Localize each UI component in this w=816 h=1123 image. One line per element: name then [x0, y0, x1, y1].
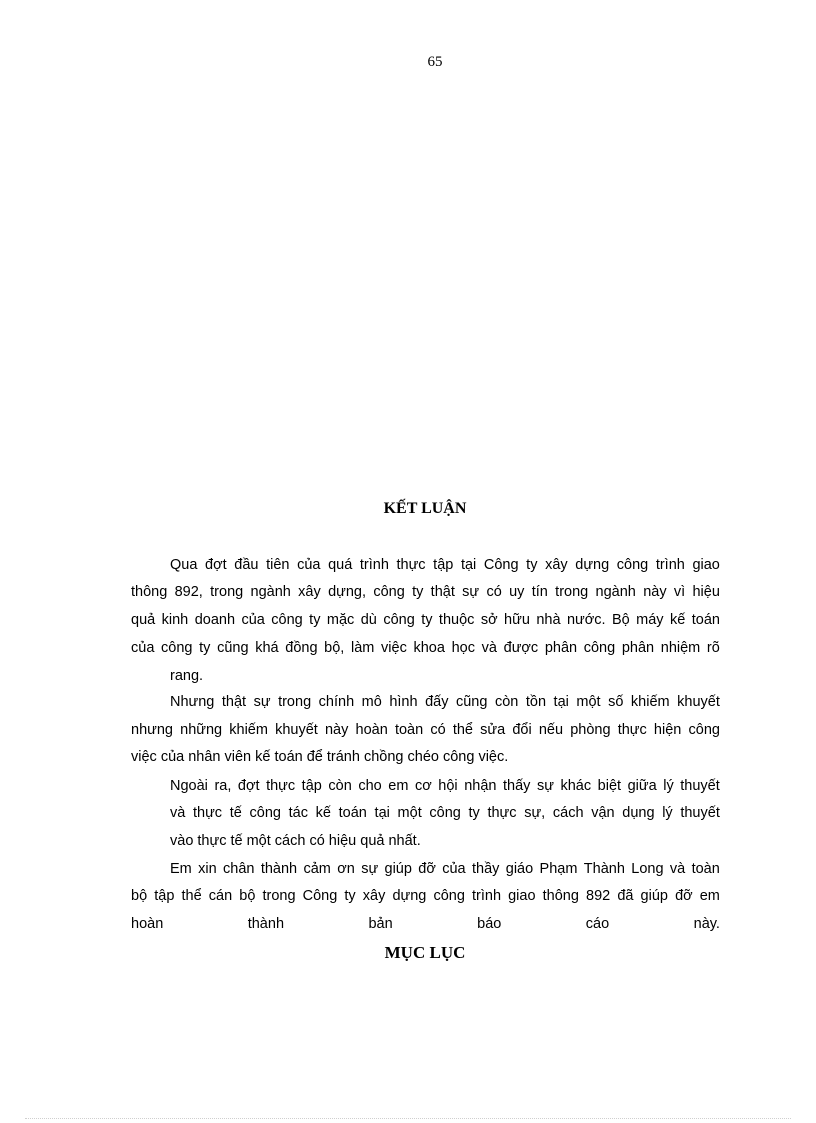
body-word: này	[643, 584, 667, 600]
last-line-word: báo	[477, 916, 502, 932]
body-word: thuyết	[680, 805, 720, 821]
body-word: thật	[430, 584, 455, 600]
body-word: trình	[359, 557, 389, 573]
body-word: lý	[662, 805, 673, 821]
body-word: nhận	[464, 778, 497, 794]
body-word: công	[433, 888, 465, 904]
body-word: hiện	[653, 722, 682, 738]
body-word: sửa	[480, 722, 506, 738]
body-word: ngành	[250, 584, 291, 600]
body-word: thực	[617, 722, 647, 738]
body-word: đợt	[205, 557, 227, 573]
body-word: xây	[298, 584, 321, 600]
body-word: của	[131, 640, 155, 656]
body-word: đấy	[425, 694, 449, 710]
body-word: tại	[553, 694, 569, 710]
body-word: sở	[480, 612, 498, 628]
body-word: chân	[223, 861, 255, 877]
body-word: công	[429, 805, 461, 821]
body-line-9	[170, 772, 720, 800]
body-word: và	[669, 861, 686, 877]
body-word: công	[383, 612, 415, 628]
body-word: em	[388, 778, 409, 794]
body-word: thực	[193, 805, 223, 821]
body-word: xin	[198, 861, 217, 877]
body-line-14	[131, 910, 720, 938]
body-word: những	[180, 722, 223, 738]
body-word: học	[451, 640, 475, 656]
body-word: có	[486, 584, 502, 600]
page-number: 65	[427, 54, 443, 70]
body-word: đỡ	[675, 888, 693, 904]
body-word: nhà	[536, 612, 561, 628]
toc-title: MỤC LỤC	[384, 943, 466, 962]
body-word: thấy	[503, 778, 531, 794]
body-word: tế	[229, 805, 242, 821]
body-word: kế	[670, 612, 686, 628]
body-word: khiếm	[229, 722, 268, 738]
body-word: tại	[374, 805, 390, 821]
body-word: công	[249, 805, 281, 821]
body-word: Ngoài	[170, 778, 208, 794]
body-word: cán	[208, 888, 233, 904]
body-line-13	[131, 882, 720, 910]
body-word: Bộ	[611, 612, 630, 628]
body-word: khiếm	[630, 694, 670, 710]
body-word: ty	[344, 888, 356, 904]
body-line-10	[170, 799, 720, 827]
body-word: dù	[360, 612, 377, 628]
body-word: làm	[351, 640, 375, 656]
body-word: thuộc	[438, 612, 475, 628]
body-word: của	[297, 557, 321, 573]
body-word: hoàn	[355, 722, 388, 738]
body-word: chính	[318, 694, 355, 710]
body-word: thực	[487, 805, 517, 821]
body-word: ơn	[337, 861, 355, 877]
body-word: công	[373, 584, 405, 600]
body-word: sự	[462, 584, 480, 600]
body-word: trình	[472, 888, 502, 904]
body-word: một	[576, 694, 601, 710]
body-word: trong	[278, 694, 312, 710]
body-word: tập	[301, 778, 322, 794]
body-word: thành	[260, 861, 298, 877]
body-word: hiệu	[692, 584, 720, 600]
body-word: của	[241, 612, 265, 628]
footer-divider	[25, 1118, 791, 1119]
body-word: Công	[483, 557, 519, 573]
body-word: cách	[552, 805, 584, 821]
last-line-word: bản	[368, 916, 393, 932]
body-word: cảm	[303, 861, 331, 877]
body-word: đợt	[237, 778, 260, 794]
body-line-11: vào thực tế một cách có hiệu quả nhất.	[170, 833, 421, 849]
body-word: Công	[302, 888, 338, 904]
body-word: thực	[266, 778, 296, 794]
body-word: em	[699, 888, 720, 904]
body-word: 892,	[174, 584, 203, 600]
body-word: dựng,	[328, 584, 366, 600]
body-word: sự	[536, 778, 554, 794]
body-word: được	[503, 640, 539, 656]
body-word: quả	[131, 612, 156, 628]
body-word: đỡ	[418, 861, 436, 877]
body-word: tồn	[525, 694, 547, 710]
body-word: xây	[362, 888, 386, 904]
body-word: dựng	[392, 888, 427, 904]
body-word: rõ	[706, 640, 720, 656]
body-word: thật	[221, 694, 247, 710]
body-word: thuyết	[680, 778, 720, 794]
last-line-word: cáo	[585, 916, 610, 932]
body-word: trong	[210, 584, 244, 600]
body-word: phòng	[570, 722, 611, 738]
body-word: phân	[544, 640, 578, 656]
body-word: giao	[508, 888, 536, 904]
body-word: Phạm	[539, 861, 578, 877]
body-word: bộ	[131, 888, 148, 904]
body-word: tập	[433, 557, 454, 573]
body-word: thông	[131, 584, 168, 600]
last-line-word: này.	[693, 916, 720, 932]
body-word: một	[397, 805, 422, 821]
body-word: thực	[396, 557, 426, 573]
body-word: lý	[663, 778, 674, 794]
last-line-word: thành	[247, 916, 285, 932]
body-word: máy	[636, 612, 664, 628]
body-word: ngành	[595, 584, 636, 600]
body-word: việc	[381, 640, 407, 656]
body-word: bộ,	[324, 640, 345, 656]
body-word: ty	[199, 640, 211, 656]
body-word: nếu	[538, 722, 564, 738]
body-word: ty	[309, 612, 321, 628]
body-word: toàn	[691, 861, 720, 877]
body-word: công	[688, 722, 720, 738]
body-word: mô	[361, 694, 382, 710]
body-word: khác	[560, 778, 592, 794]
body-word: này	[324, 722, 349, 738]
body-word: Thành	[583, 861, 625, 877]
body-line-3	[131, 606, 720, 634]
body-word: quá	[328, 557, 353, 573]
body-word: khuyết	[677, 694, 720, 710]
body-line-5: rang.	[170, 668, 204, 684]
body-word: cũng	[217, 640, 249, 656]
body-word: có	[430, 722, 446, 738]
body-word: giao	[692, 557, 720, 573]
body-word: nhiệm	[660, 640, 701, 656]
body-word: tiên	[266, 557, 290, 573]
body-word: của	[442, 861, 466, 877]
body-line-7	[131, 716, 720, 744]
body-word: ty	[412, 584, 424, 600]
body-word: đổi	[512, 722, 532, 738]
body-line-12	[170, 855, 720, 883]
body-word: trong	[555, 584, 589, 600]
body-word: dụng	[622, 805, 655, 821]
body-word: đồng	[285, 640, 318, 656]
body-word: thầy	[471, 861, 500, 877]
body-word: số	[608, 694, 624, 710]
body-word: doanh	[194, 612, 236, 628]
body-word: hữu	[504, 612, 530, 628]
body-word: vận	[591, 805, 615, 821]
body-word: cũng	[455, 694, 488, 710]
body-word: ty	[421, 612, 433, 628]
body-word: sự,	[524, 805, 546, 821]
body-word: còn	[494, 694, 519, 710]
body-word: toán	[691, 612, 720, 628]
body-word: mặc	[326, 612, 355, 628]
body-word: 892	[586, 888, 611, 904]
body-word: xây	[545, 557, 568, 573]
body-word: khuyết	[275, 722, 318, 738]
body-word: đầu	[234, 557, 259, 573]
body-word: thể	[452, 722, 473, 738]
last-line-word: hoàn	[131, 916, 164, 932]
body-word: và	[170, 805, 186, 821]
body-word: thể	[181, 888, 202, 904]
body-word: hình	[389, 694, 418, 710]
body-word: Em	[170, 861, 192, 877]
body-word: phân	[621, 640, 655, 656]
body-word: tập	[154, 888, 175, 904]
body-word: sự	[361, 861, 379, 877]
body-word: tín	[531, 584, 548, 600]
body-word: Qua	[170, 557, 198, 573]
body-word: nhưng	[131, 722, 173, 738]
body-word: tại	[460, 557, 477, 573]
body-line-1	[170, 551, 720, 579]
conclusion-title: KẾT LUẬN	[383, 500, 467, 517]
body-word: trong	[262, 888, 296, 904]
body-word: kinh	[161, 612, 189, 628]
body-word: ty	[526, 557, 538, 573]
body-word: cơ	[414, 778, 432, 794]
body-word: giúp	[640, 888, 668, 904]
body-word: ty	[468, 805, 480, 821]
body-word: Long	[631, 861, 664, 877]
body-word: trình	[655, 557, 685, 573]
body-word: vì	[673, 584, 686, 600]
body-line-8: việc của nhân viên kế toán để tránh chồng chéo công việc.	[131, 749, 509, 765]
body-word: công	[616, 557, 649, 573]
body-word: sự	[253, 694, 271, 710]
body-word: toàn	[394, 722, 424, 738]
body-word: công	[583, 640, 616, 656]
body-word: giúp	[384, 861, 412, 877]
body-word: tác	[288, 805, 308, 821]
body-word: bộ	[239, 888, 256, 904]
body-word: uy	[509, 584, 525, 600]
body-word: Nhưng	[170, 694, 215, 710]
body-word: khoa	[413, 640, 445, 656]
body-word: cho	[358, 778, 382, 794]
body-word: hội	[438, 778, 458, 794]
body-word: toán	[338, 805, 367, 821]
body-word: giữa	[627, 778, 657, 794]
body-word: công	[161, 640, 193, 656]
body-word: ra,	[214, 778, 232, 794]
body-word: thông	[542, 888, 579, 904]
body-word: và	[481, 640, 497, 656]
body-word: kế	[315, 805, 331, 821]
body-word: giáo	[505, 861, 534, 877]
body-word: đã	[617, 888, 634, 904]
body-word: dựng	[575, 557, 610, 573]
body-line-2	[131, 578, 720, 606]
body-word: công	[271, 612, 303, 628]
body-word: nước.	[566, 612, 606, 628]
body-word: khá	[255, 640, 279, 656]
body-line-6	[170, 688, 720, 716]
body-line-4	[131, 634, 720, 662]
body-word: biệt	[597, 778, 622, 794]
body-word: còn	[328, 778, 352, 794]
